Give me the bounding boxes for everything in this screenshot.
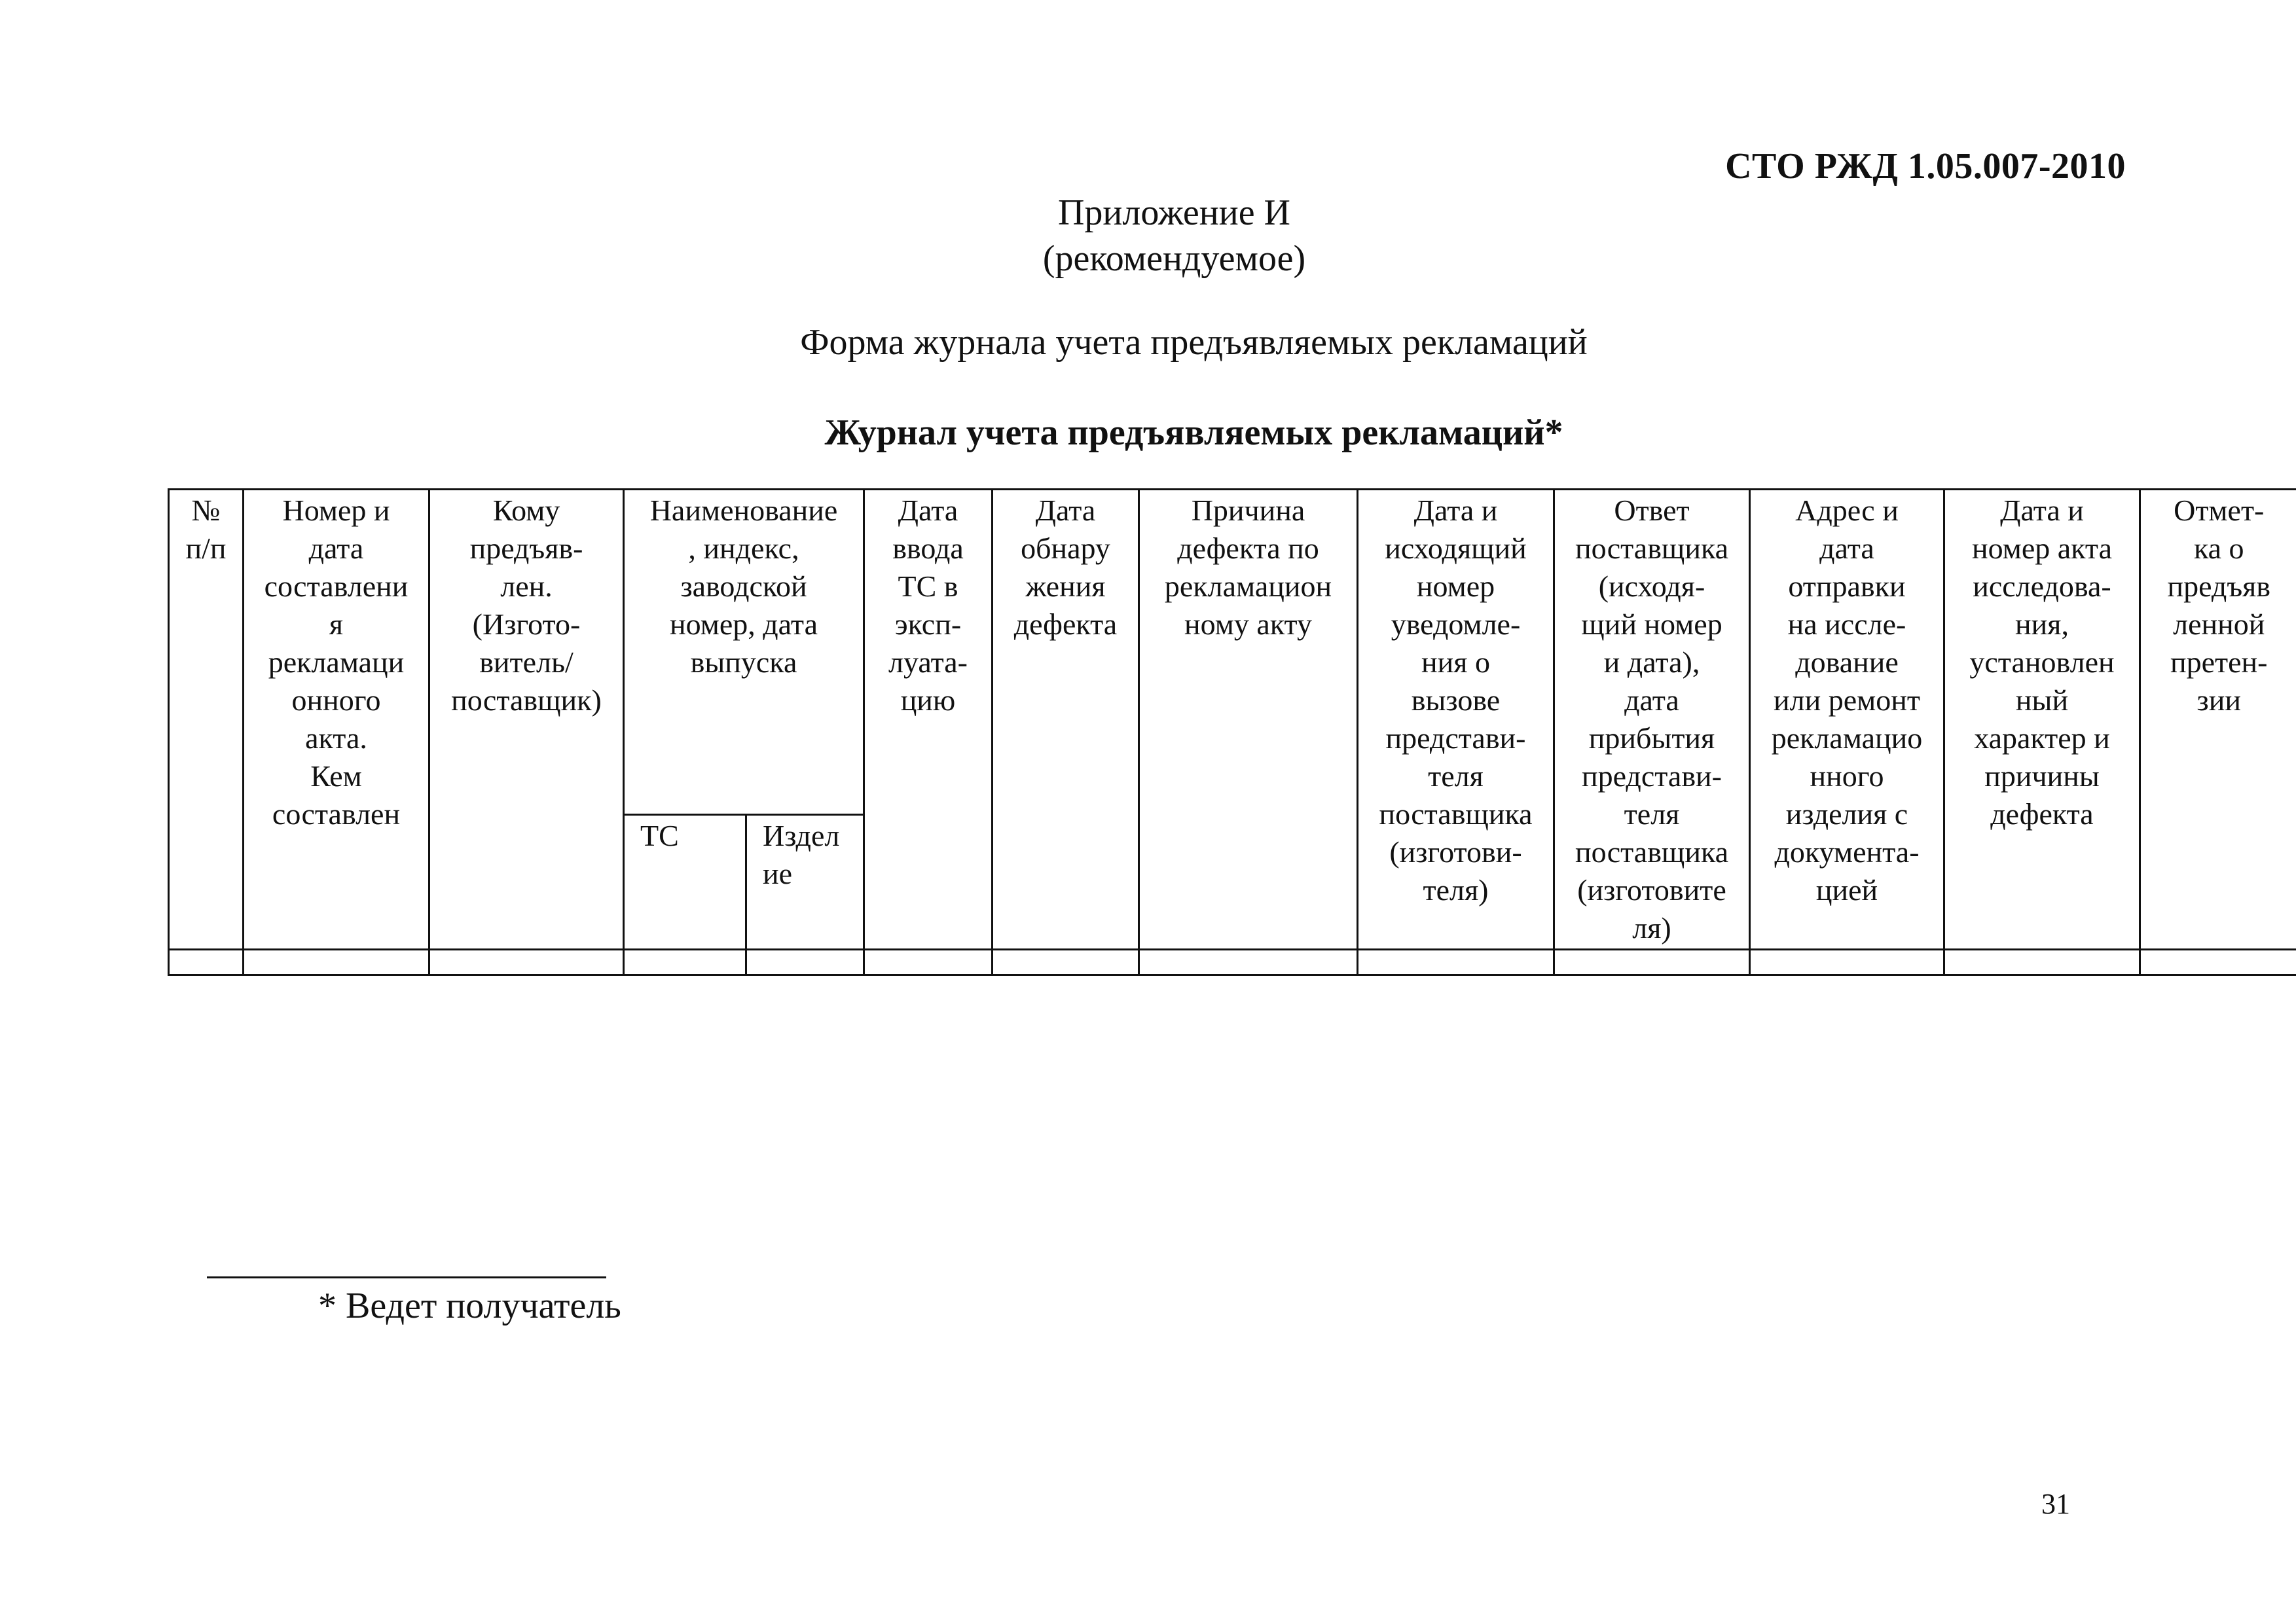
header-row-1 xyxy=(169,490,2296,815)
col-commission-date: Дата ввода ТС в эксп- луата- цию xyxy=(864,490,993,950)
col-investigation-act: Дата и номер акта исследова- ния, установлен ный характер и причины дефекта xyxy=(1944,490,2140,950)
document-code: СТО РЖД 1.05.007-2010 xyxy=(1725,146,2126,187)
col-defect-detection-date: Дата обнару жения дефекта xyxy=(993,490,1139,950)
col-defect-cause: Причина дефекта по рекламацион ному акту xyxy=(1139,490,1358,950)
table-row xyxy=(169,950,2296,975)
col-number: № п/п xyxy=(169,490,244,950)
journal-title: Журнал учета предъявляемых рекламаций* xyxy=(824,412,1563,453)
form-title: Форма журнала учета предъявляемых рекламаций xyxy=(800,322,1588,363)
subcol-ts: ТС xyxy=(624,815,746,950)
col-name-index: Наименование , индекс, заводской номер, дата выпуска xyxy=(624,490,864,815)
col-supplier-response: Ответ поставщика (исходя- щий номер и дата), дата прибытия представи- теля поставщика (изготовите ля) xyxy=(1554,490,1750,950)
col-act-number-date: Номер и дата составлени я рекламаци онного акта. Кем составлен xyxy=(244,490,429,950)
col-presented-to: Кому предъяв- лен. (Изгото- витель/ поставщик) xyxy=(429,490,624,950)
annex-title: Приложение И xyxy=(1057,192,1290,233)
col-claim-mark: Отмет- ка о предъяв ленной претен- зии xyxy=(2140,490,2296,950)
page-number: 31 xyxy=(2041,1488,2070,1520)
journal-table xyxy=(168,488,2296,976)
annex-subtitle: (рекомендуемое) xyxy=(1042,238,1306,279)
subcol-item: Издел ие xyxy=(746,815,864,950)
col-dispatch-address: Адрес и дата отправки на иссле- дование или ремонт рекламацио нного изделия с документа- цией xyxy=(1750,490,1944,950)
footnote-divider xyxy=(207,1276,606,1278)
footnote: * Ведет получатель xyxy=(318,1286,621,1326)
col-notification: Дата и исходящий номер уведомле- ния о вызове представи- теля поставщика (изготови- теля) xyxy=(1358,490,1554,950)
